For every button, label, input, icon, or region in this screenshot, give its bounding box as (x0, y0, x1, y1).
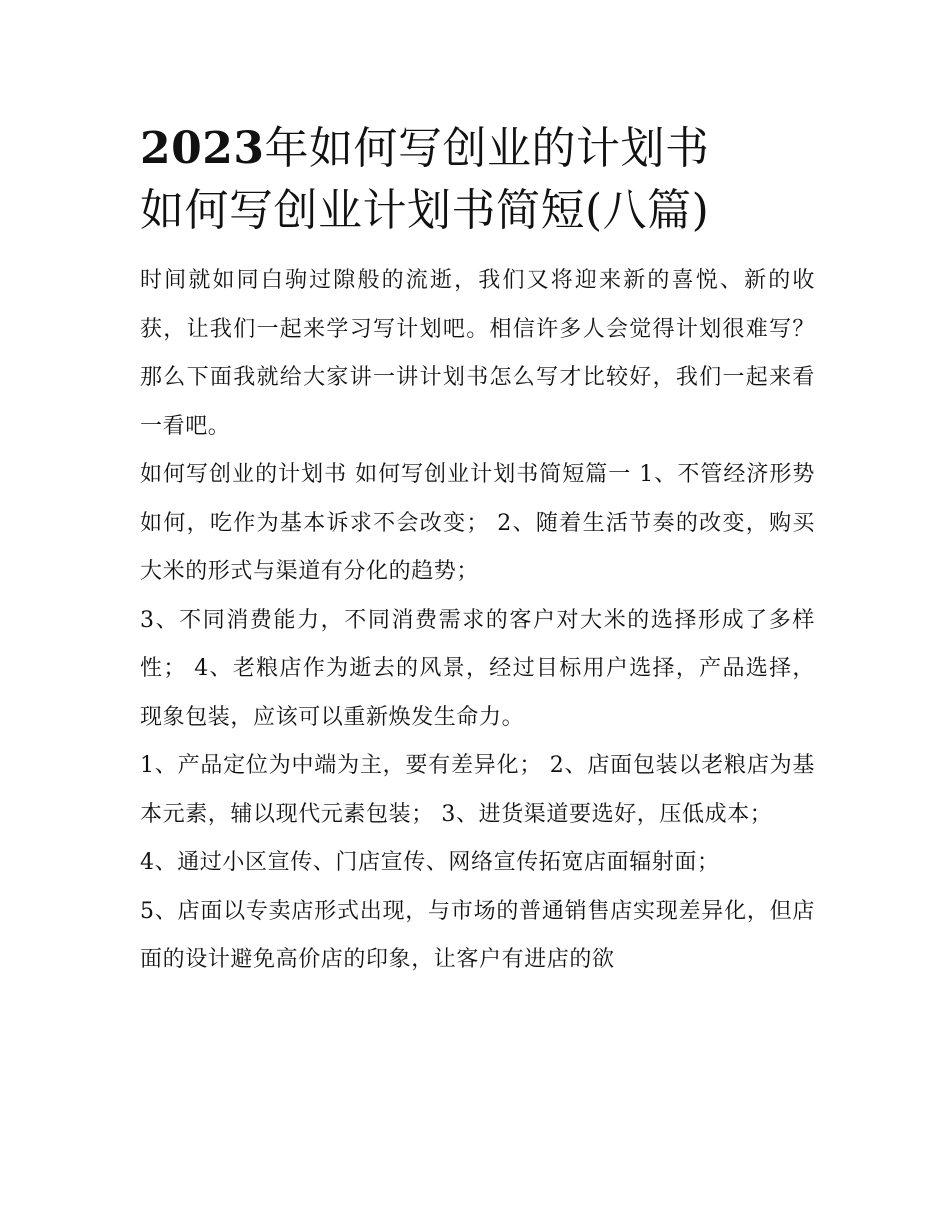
document-title (140, 118, 815, 242)
document-page (140, 118, 815, 985)
document-body (140, 257, 815, 985)
title-line-2: 如何写创业计划书简短(八篇) (140, 185, 710, 236)
paragraph-strategy-4: 4、通过小区宣传、门店宣传、网络宣传拓宽店面辐射面； (140, 850, 720, 875)
title-line-1 (140, 118, 815, 180)
title-year: 2023 (140, 123, 265, 174)
paragraph-section-1: 如何写创业的计划书 如何写创业计划书简短篇一 1、不管经济形势如何，吃作为基本诉求不会改变； 2、随着生活节奏的改变，购买大米的形式与渠道有分化的趋势； (140, 462, 815, 584)
paragraph-strategy-1-3: 1、产品定位为中端为主，要有差异化； 2、店面包装以老粮店为基本元素，辅以现代元素包装； 3、进货渠道要选好，压低成本； (140, 753, 815, 827)
paragraph-intro: 时间就如同白驹过隙般的流逝，我们又将迎来新的喜悦、新的收获，让我们一起来学习写计划吧。相信许多人会觉得计划很难写？那么下面我就给大家讲一讲计划书怎么写才比较好，我们一起来看一看吧。 (140, 268, 815, 439)
paragraph-strategy-5: 5、店面以专卖店形式出现，与市场的普通销售店实现差异化，但店面的设计避免高价店的印象，让客户有进店的欲 (140, 898, 815, 972)
paragraph-analysis-3-4: 3、不同消费能力，不同消费需求的客户对大米的选择形成了多样性； 4、老粮店作为逝去的风景，经过目标用户选择，产品选择，现象包装，应该可以重新焕发生命力。 (140, 607, 815, 730)
title-line-1-text: 年如何写创业的计划书 (264, 123, 710, 174)
